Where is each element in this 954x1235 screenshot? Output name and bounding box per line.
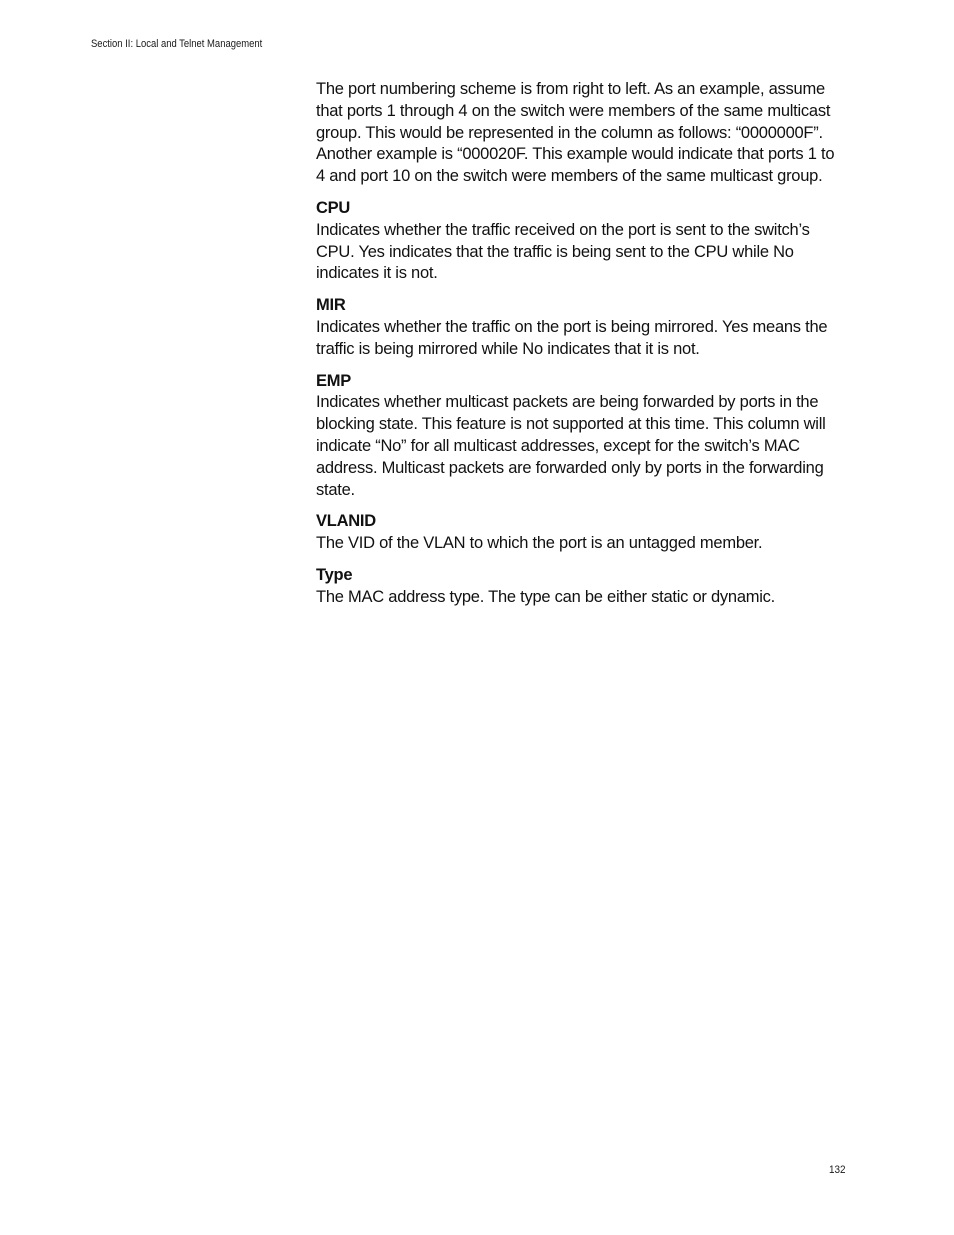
page-number: 132	[829, 1164, 846, 1176]
definition-vlanid	[316, 511, 836, 555]
definition-description: Indicates whether the traffic on the port is being mirrored. Yes means the traffic is being mirrored while No indicates that it is not.	[316, 317, 828, 358]
definition-cpu	[316, 198, 836, 285]
definition-emp	[316, 371, 836, 502]
definition-description: The VID of the VLAN to which the port is an untagged member.	[316, 534, 763, 553]
definition-description: Indicates whether multicast packets are being forwarded by ports in the blocking state. This feature is not supported at this time. This column will indicate “No” for all multicast addresses, except for the switch’s MAC address. Multicast packets are forwarded only by ports in the forwarding state.	[316, 393, 826, 499]
definition-term: MIR	[316, 296, 346, 315]
definition-term: EMP	[316, 371, 352, 390]
intro-paragraph: The port numbering scheme is from right to left. As an example, assume that ports 1 through 4 on the switch were members of the same multicast group. This would be represented in the column as follows: “0000000F”. Another example is “000020F. This example would indicate that ports 1 to 4 and port 10 on the switch were members of the same multicast group.	[316, 80, 835, 186]
running-header: Section II: Local and Telnet Management	[91, 38, 263, 50]
main-content	[316, 79, 836, 619]
definition-term: VLANID	[316, 512, 376, 531]
definition-term: Type	[316, 565, 353, 584]
definition-description: Indicates whether the traffic received on the port is sent to the switch’s CPU. Yes indicates that the traffic is being sent to the CPU while No indicates it is not.	[316, 220, 810, 283]
definition-term: CPU	[316, 198, 351, 217]
definition-type	[316, 565, 836, 609]
definition-mir	[316, 295, 836, 360]
definition-description: The MAC address type. The type can be either static or dynamic.	[316, 587, 776, 606]
